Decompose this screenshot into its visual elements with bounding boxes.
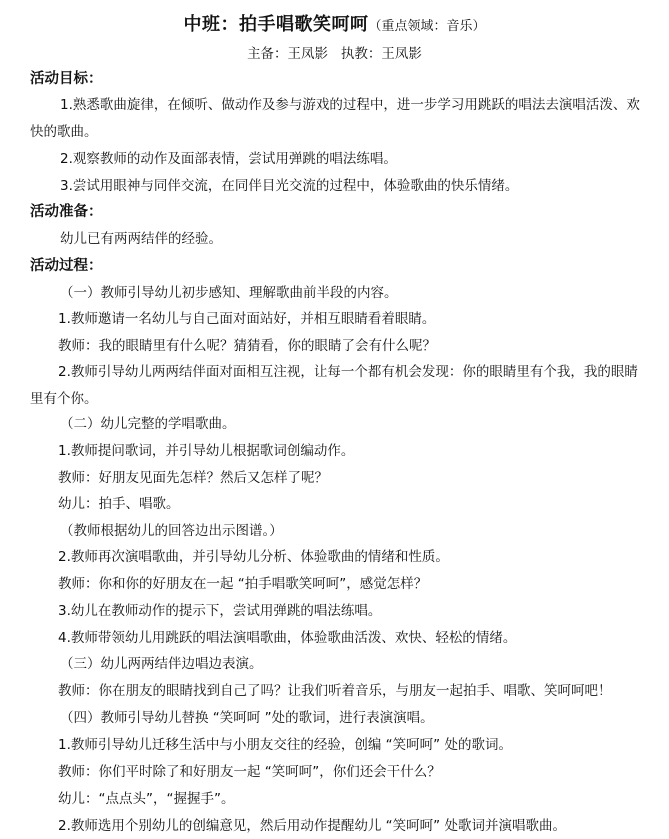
- process-line: 幼儿：“点点头”，“握握手”。: [58, 791, 235, 807]
- prep-item: 幼儿已有两两结伴的经验。: [60, 231, 222, 247]
- prep-heading: 活动准备：: [30, 204, 103, 220]
- process-step-4-title: （四）教师引导幼儿替换 “笑呵呵 ”处的歌词，进行表演演唱。: [60, 710, 434, 726]
- process-step-3-title: （三）幼儿两两结伴边唱边表演。: [60, 656, 263, 672]
- process-line: 教师：我的眼睛里有什么呢？猜猜看，你的眼睛了会有什么呢？: [58, 338, 436, 354]
- process-line: 4.教师带领幼儿用跳跃的唱法演唱歌曲，体验歌曲活泼、欢快、轻松的情绪。: [58, 630, 517, 646]
- title-main: 中班：拍手唱歌笑呵呵: [183, 14, 369, 35]
- title-domain-note: （重点领域：音乐）: [368, 19, 486, 34]
- goal-item-3: 3.尝试用眼神与同伴交流，在同伴目光交流的过程中，体验歌曲的快乐情绪。: [60, 178, 519, 194]
- goal-item-2: 2.观察教师的动作及面部表情，尝试用弹跳的唱法练唱。: [60, 151, 397, 167]
- goal-item-1: 1.熟悉歌曲旋律，在倾听、做动作及参与游戏的过程中，进一步学习用跳跃的唱法去演唱活泼、欢快的歌曲。: [30, 97, 640, 140]
- process-line: 教师：你在朋友的眼睛找到自己了吗？让我们听着音乐，与朋友一起拍手、唱歌、笑呵呵吧！: [58, 683, 612, 699]
- process-line: （教师根据幼儿的回答边出示图谱。）: [60, 523, 283, 539]
- document-title: [0, 10, 669, 36]
- process-line: 3.幼儿在教师动作的提示下，尝试用弹跳的唱法练唱。: [58, 603, 382, 619]
- process-step-1-title: （一）教师引导幼儿初步感知、理解歌曲前半段的内容。: [60, 285, 398, 301]
- process-line: 教师：你和你的好朋友在一起 “拍手唱歌笑呵呵”，感觉怎样？: [58, 576, 428, 592]
- process-line: 2.教师选用个别幼儿的创编意见，然后用动作提醒幼儿 “笑呵呵” 处歌词并演唱歌曲。: [58, 818, 566, 834]
- process-line-wrapped: 2.教师引导幼儿两两结伴面对面相互注视，让每一个都有机会发现：你的眼睛里有个我，我的眼睛里有个你。: [30, 364, 638, 407]
- process-line: 教师：好朋友见面先怎样？然后又怎样了呢？: [58, 470, 328, 486]
- process-heading: 活动过程：: [30, 258, 103, 274]
- process-line: 1.教师邀请一名幼儿与自己面对面站好，并相互眼睛看着眼睛。: [58, 311, 436, 327]
- author-byline: 主备：王凤影 执教：王凤影: [247, 46, 422, 62]
- process-line: 教师：你们平时除了和好朋友一起 “笑呵呵”，你们还会干什么？: [58, 764, 441, 780]
- process-line: 幼儿：拍手、唱歌。: [58, 496, 180, 512]
- process-line: 1.教师提问歌词，并引导幼儿根据歌词创编动作。: [58, 443, 355, 459]
- goals-heading: 活动目标：: [30, 71, 103, 87]
- process-line: 1.教师引导幼儿迁移生活中与小朋友交往的经验，创编 “笑呵呵” 处的歌词。: [58, 737, 512, 753]
- process-step-2-title: （二）幼儿完整的学唱歌曲。: [60, 416, 236, 432]
- process-line: 2.教师再次演唱歌曲，并引导幼儿分析、体验歌曲的情绪和性质。: [58, 549, 449, 565]
